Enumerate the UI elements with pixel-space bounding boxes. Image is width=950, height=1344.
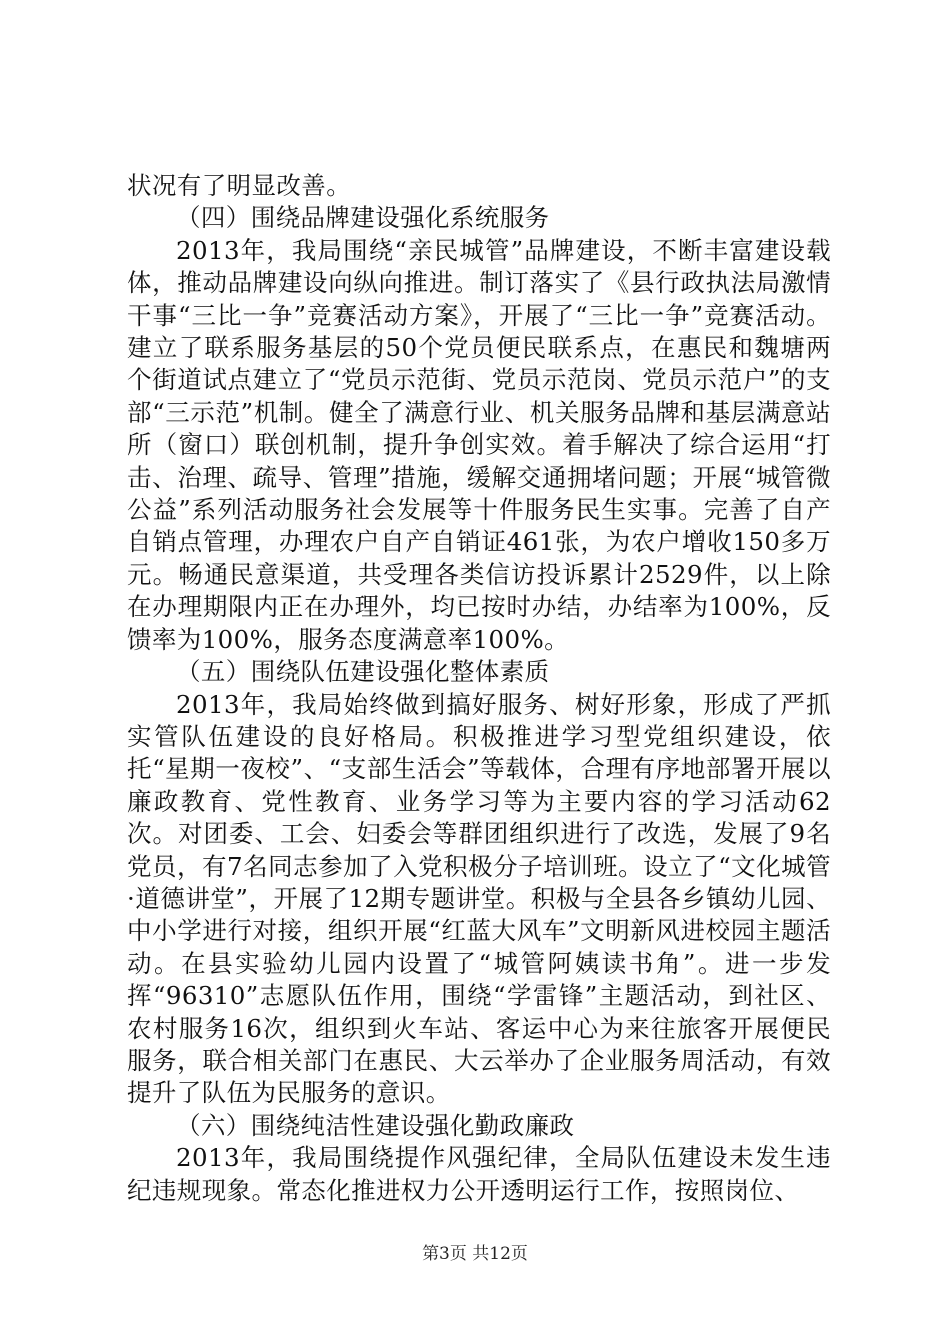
section-heading-6: （六）围绕纯洁性建设强化勤政廉政 — [176, 1110, 575, 1140]
page-footer — [0, 1243, 950, 1265]
paragraph-continuation: 状况有了明显改善。 — [127, 171, 352, 200]
document-body — [127, 170, 831, 1207]
paragraph-integrity-building: 2013年，我局围绕提作风强纪律，全局队伍建设未发生违纪违规现象。常态化推进权力公开透明运行工作，按照岗位、 — [127, 1143, 831, 1205]
paragraph-brand-building: 2013年，我局围绕“亲民城管”品牌建设，不断丰富建设载体，推动品牌建设向纵向推进。制订落实了《县行政执法局激情干事“三比一争”竞赛活动方案》，开展了“三比一争”竞赛活动。建立了联系服务基层的50个党员便民联系点，在惠民和魏塘两个街道试点建立了“党员示范街、党员示范岗、党员示范户”的支部“三示范”机制。健全了满意行业、机关服务品牌和基层满意站所（窗口）联创机制，提升争创实效。着手解决了综合运用“打击、治理、疏导、管理”措施，缓解交通拥堵问题；开展“城管微公益”系列活动服务社会发展等十件服务民生实事。完善了自产自销点管理，办理农户自产自销证461张，为农户增收150多万元。畅通民意渠道，共受理各类信访投诉累计2529件，以上除在办理期限内正在办理外，均已按时办结，办结率为100%，反馈率为100%，服务态度满意率100%。 — [127, 235, 831, 654]
paragraph-team-building: 2013年，我局始终做到搞好服务、树好形象，形成了严抓实管队伍建设的良好格局。积极推进学习型党组织建设，依托“星期一夜校”、“支部生活会”等载体，合理有序地部署开展以廉政教育、党性教育、业务学习等为主要内容的学习活动62次。对团委、工会、妇委会等群团组织进行了改选，发展了9名党员，有7名同志参加了入党积极分子培训班。设立了“文化城管·道德讲堂”，开展了12期专题讲堂。积极与全县各乡镇幼儿园、中小学进行对接，组织开展“红蓝大风车”文明新风进校园主题活动。在县实验幼儿园内设置了“城管阿姨读书角”。进一步发挥“96310”志愿队伍作用，围绕“学雷锋”主题活动，到社区、农村服务16次，组织到火车站、客运中心为来往旅客开展便民服务，联合相关部门在惠民、大云举办了企业服务周活动，有效提升了队伍为民服务的意识。 — [127, 689, 831, 1108]
section-heading-4: （四）围绕品牌建设强化系统服务 — [176, 203, 550, 233]
page-number-label: 第3页 共12页 — [422, 1244, 528, 1264]
section-heading-5: （五）围绕队伍建设强化整体素质 — [176, 657, 550, 687]
